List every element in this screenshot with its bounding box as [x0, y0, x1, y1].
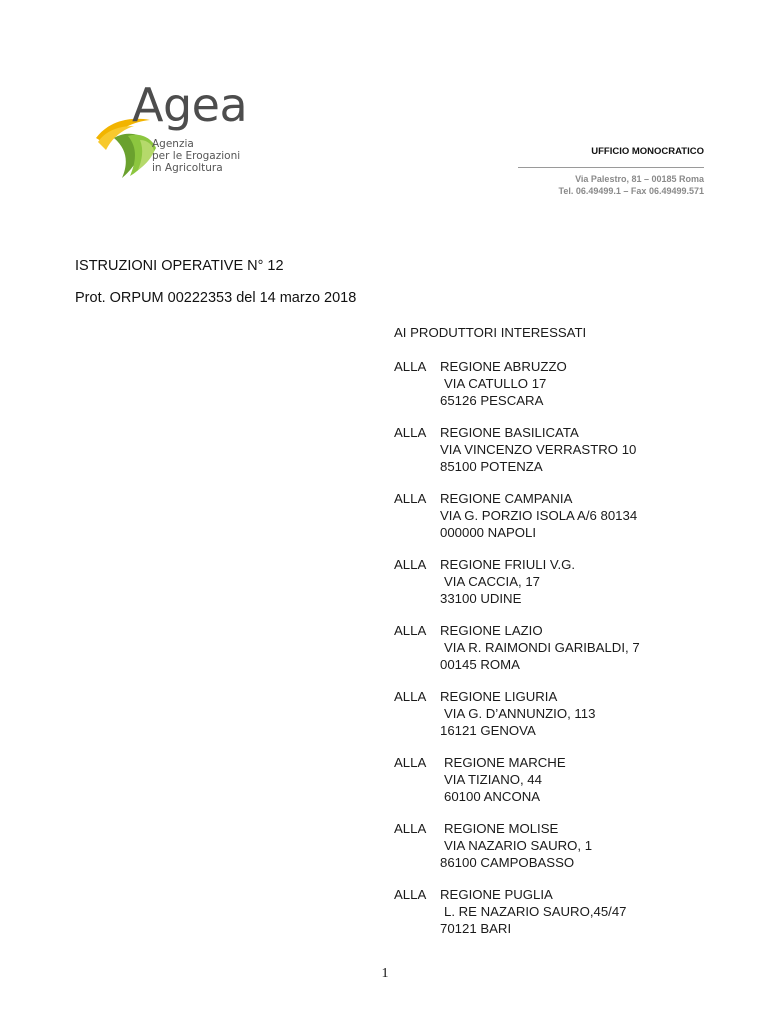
recipient-name: REGIONE FRIULI V.G. [440, 557, 576, 572]
office-title: UFFICIO MONOCRATICO [591, 146, 704, 157]
recipient-address: VIA G. PORZIO ISOLA A/6 80134 [440, 508, 638, 523]
logo-subtitle-line: Agenzia [152, 138, 194, 150]
document-title: ISTRUZIONI OPERATIVE N° 12 [75, 258, 284, 274]
recipient-prefix: ALLA [394, 821, 427, 836]
recipient-address: VIA TIZIANO, 44 [444, 772, 542, 787]
recipient-prefix: ALLA [394, 557, 427, 572]
logo-subtitle-line: in Agricoltura [152, 162, 223, 174]
office-phone: Tel. 06.49499.1 – Fax 06.49499.571 [558, 186, 704, 196]
recipient-prefix: ALLA [394, 689, 427, 704]
recipient-address: VIA CATULLO 17 [444, 376, 547, 391]
recipient-block [394, 490, 640, 541]
recipient-city: 60100 ANCONA [444, 789, 541, 804]
recipient-prefix: ALLA [394, 425, 427, 440]
office-header [518, 146, 704, 197]
recipient-city: 65126 PESCARA [440, 393, 544, 408]
recipient-city: 85100 POTENZA [440, 459, 543, 474]
recipient-name: REGIONE CAMPANIA [440, 491, 573, 506]
recipient-block [394, 556, 640, 607]
recipient-block [394, 754, 640, 805]
recipient-city: 000000 NAPOLI [440, 525, 537, 540]
recipient-address: L. RE NAZARIO SAURO,45/47 [444, 904, 627, 919]
recipient-city: 00145 ROMA [440, 657, 520, 672]
logo-subtitle-line: per le Erogazioni [152, 150, 241, 162]
recipient-address: VIA CACCIA, 17 [444, 574, 541, 589]
recipient-city: 33100 UDINE [440, 591, 522, 606]
recipient-name: REGIONE MOLISE [444, 821, 559, 836]
recipients-list [394, 324, 640, 952]
document-protocol: Prot. ORPUM 00222353 del 14 marzo 2018 [75, 290, 357, 306]
recipient-city: 86100 CAMPOBASSO [440, 855, 575, 870]
recipient-block [394, 358, 640, 409]
recipient-address: VIA G. D’ANNUNZIO, 113 [444, 706, 596, 721]
recipient-prefix: ALLA [394, 887, 427, 902]
office-divider [518, 167, 704, 168]
page-number: 1 [381, 966, 389, 981]
recipient-name: REGIONE MARCHE [444, 755, 566, 770]
recipient-name: REGIONE LAZIO [440, 623, 543, 638]
recipient-prefix: ALLA [394, 623, 427, 638]
recipient-block [394, 886, 640, 937]
recipient-name: REGIONE BASILICATA [440, 425, 579, 440]
recipient-address: VIA VINCENZO VERRASTRO 10 [440, 442, 637, 457]
recipient-block [394, 688, 640, 739]
recipient-block [394, 820, 640, 871]
recipient-city: 16121 GENOVA [440, 723, 536, 738]
recipient-address: VIA NAZARIO SAURO, 1 [444, 838, 593, 853]
recipient-prefix: ALLA [394, 755, 427, 770]
recipient-name: REGIONE ABRUZZO [440, 359, 567, 374]
recipient-prefix: ALLA [394, 491, 427, 506]
agea-logo-wordmark: Agea [132, 78, 248, 132]
office-address: Via Palestro, 81 – 00185 Roma [575, 174, 704, 184]
recipient-name: REGIONE LIGURIA [440, 689, 558, 704]
recipient-block [394, 424, 640, 475]
recipient-city: 70121 BARI [440, 921, 512, 936]
recipient-block [394, 622, 640, 673]
recipient-name: REGIONE PUGLIA [440, 887, 553, 902]
agea-logo-subtitle [152, 138, 240, 174]
recipients-heading: AI PRODUTTORI INTERESSATI [394, 325, 587, 340]
recipient-address: VIA R. RAIMONDI GARIBALDI, 7 [444, 640, 640, 655]
recipient-prefix: ALLA [394, 359, 427, 374]
